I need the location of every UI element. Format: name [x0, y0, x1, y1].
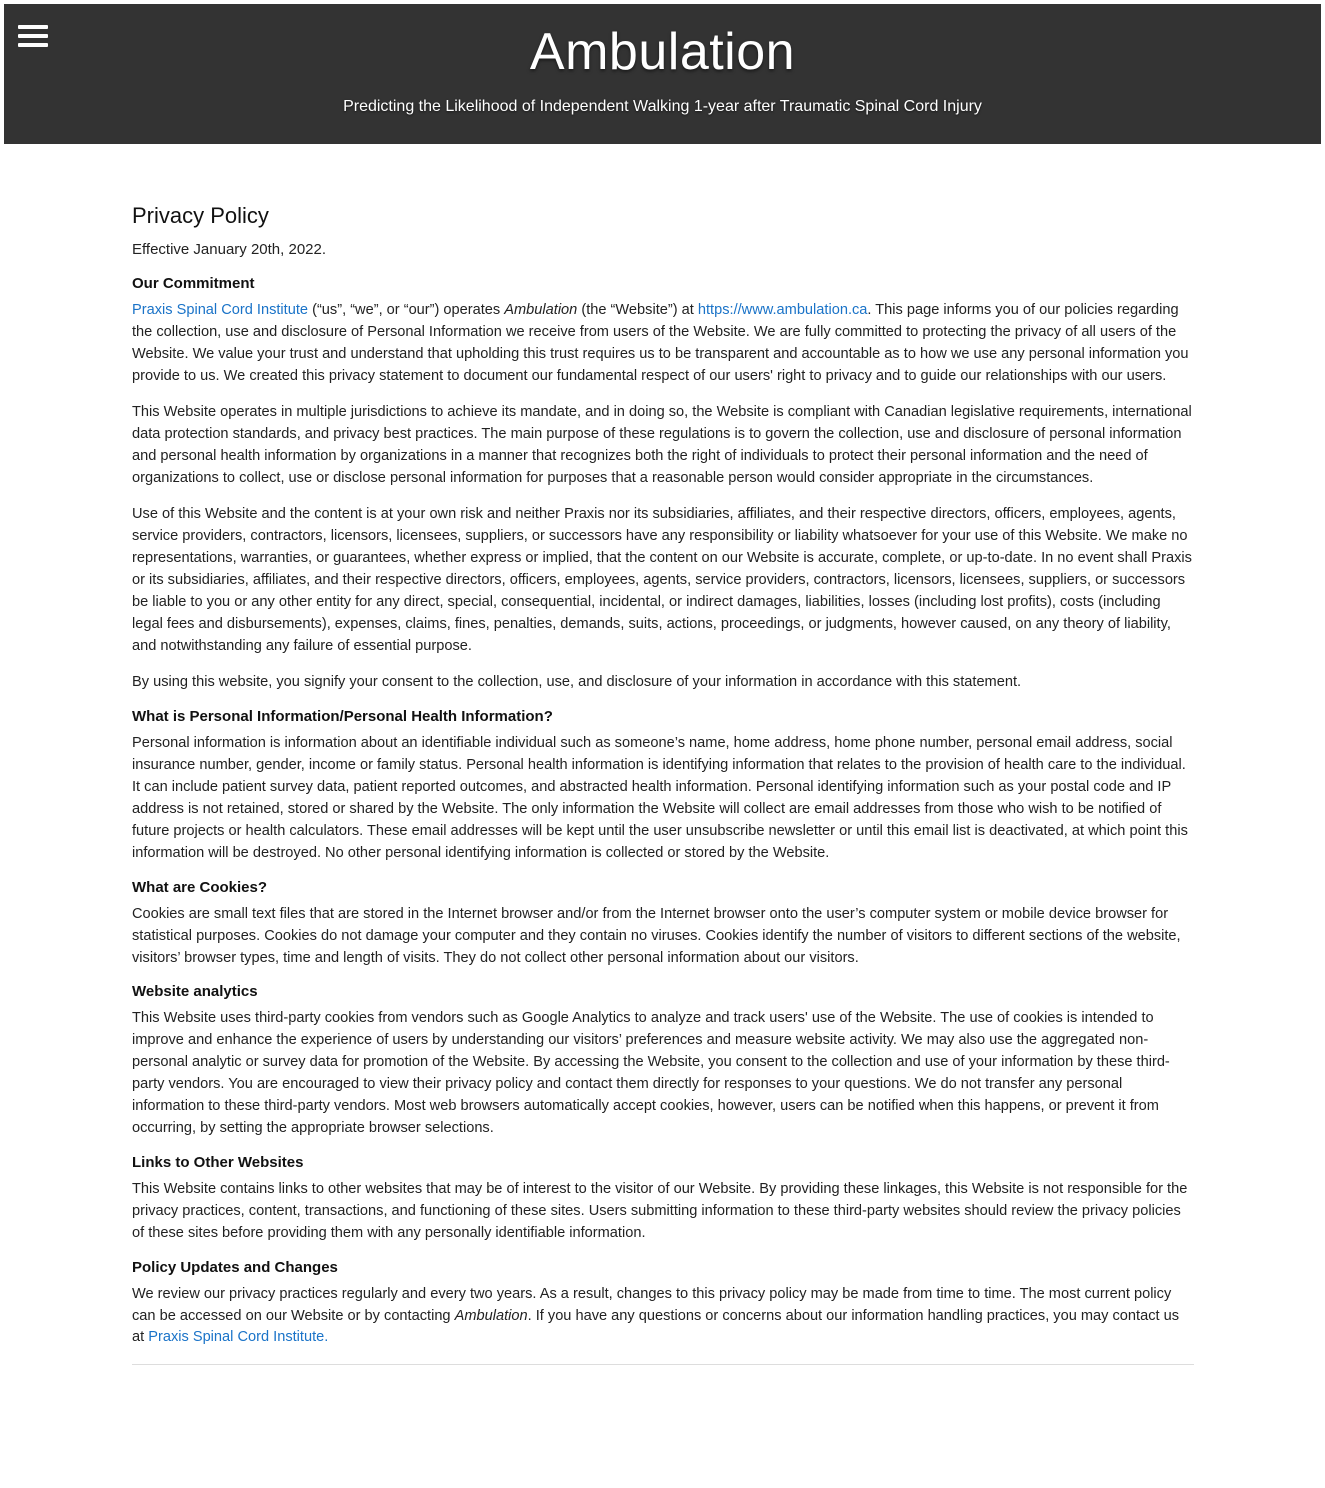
- text-segment: (the “Website”) at: [577, 302, 698, 318]
- commitment-paragraph-1: [132, 300, 1194, 388]
- section-heading-personal-info: What is Personal Information/Personal Health Information?: [132, 708, 553, 726]
- text-segment: (“us”, “we”, or “our”) operates: [308, 302, 505, 318]
- text-segment: We review our privacy practices regularly and every two years. As a result, changes to this privacy policy may be made from time to time. The most current policy can be accessed on our Website or by contacting: [132, 1285, 1172, 1324]
- personal-info-paragraph: Personal information is information about an identifiable individual such as someone’s name, home address, home phone number, personal email address, social insurance number, gender, income or family status. Personal health information is identifying information that relates to the provision of health care to the individual. It can include patient survey data, patient reported outcomes, and abstracted health information. Personal identifying information such as your postal code and IP address is not retained, stored or shared by the Website. The only information the Website will collect are email addresses from those who wish to be notified of future projects or health calculators. These email addresses will be kept until the user unsubscribe newsletter or until this email list is deactivated, at which point this information will be destroyed. No other personal identifying information is collected or stored by the Website.: [132, 735, 1188, 861]
- analytics-paragraph: This Website uses third-party cookies from vendors such as Google Analytics to analyze and track users' use of the Website. The use of cookies is intended to improve and enhance the experience of users by understanding our visitors’ preferences and measure website activity. We may also use the aggregated non-personal analytic or survey data for promotion of the Website. By accessing the Website, you consent to the collection and use of your information by these third-party vendors. You are encouraged to view their privacy policy and contact them directly for responses to your questions. We do not transfer any personal information to these third-party vendors. Most web browsers automatically accept cookies, however, users can be notified when this happens, or prevent it from occurring, by setting the appropriate browser selections.: [132, 1010, 1170, 1136]
- commitment-paragraph-4: By using this website, you signify your consent to the collection, use, and disclosure of your information in accordance with this statement.: [132, 674, 1022, 691]
- text-segment: . This page informs you of our policies regarding the collection, use and disclosure of Personal Information we receive from users of the Website. We are fully committed to protecting the privacy of all users of the Website. We value your trust and understand that upholding this trust requires us to be transparent and accountable as to how we use any personal information you provide to us. We created this privacy statement to document our fundamental respect of our users' right to privacy and to guide our relationships with our users.: [132, 302, 1189, 384]
- footer-divider: [132, 1364, 1194, 1365]
- commitment-paragraph-2: This Website operates in multiple jurisdictions to achieve its mandate, and in doing so, the Website is compliant with Canadian legislative requirements, international data protection standards, and privacy best practices. The main purpose of these regulations is to govern the collection, use and disclosure of personal information and personal health information by organizations in a manner that recognizes both the right of individuals to protect their personal information and the need of organizations to collect, use or disclose personal information for purposes that a reasonable person would consider appropriate in the circumstances.: [132, 404, 1192, 486]
- praxis-contact-link[interactable]: Praxis Spinal Cord Institute.: [148, 1329, 329, 1346]
- section-heading-cookies: What are Cookies?: [132, 878, 268, 896]
- text-segment: . If you have any questions or concerns about our information handling practices, you may contact us at: [132, 1307, 1180, 1346]
- page-title: Privacy Policy: [132, 203, 269, 228]
- effective-date: Effective January 20th, 2022.: [132, 241, 327, 258]
- commitment-paragraph-3: Use of this Website and the content is at your own risk and neither Praxis nor its subsidiaries, affiliates, and their respective directors, officers, employees, agents, service providers, contractors, licensors, licensees, suppliers, or successors have any responsibility or liability whatsoever for your use of this Website. We make no representations, warranties, or guarantees, whether express or implied, that the content on our Website is accurate, complete, or up-to-date. In no event shall Praxis or its subsidiaries, affiliates, and their respective directors, officers, employees, agents, service providers, contractors, licensors, licensees, suppliers, or successors be liable to you or any other entity for any direct, special, consequential, incidental, or indirect damages, liabilities, losses (including lost profits), costs (including legal fees and disbursements), expenses, claims, fines, penalties, demands, suits, actions, proceedings, or judgments, however caused, on any theory of liability, and notwithstanding any failure of essential purpose.: [132, 506, 1192, 654]
- site-title[interactable]: Ambulation: [529, 23, 796, 81]
- site-header: [4, 4, 1321, 144]
- cookies-paragraph: Cookies are small text files that are stored in the Internet browser and/or from the Internet browser onto the user’s computer system or mobile device browser for statistical purposes. Cookies do not damage your computer and they contain no viruses. Cookies identify the number of visitors to different sections of the website, visitors’ browser types, time and length of visits. They do not collect other personal information about our visitors.: [132, 905, 1181, 966]
- site-name: Ambulation: [504, 302, 578, 318]
- praxis-link[interactable]: Praxis Spinal Cord Institute: [132, 302, 309, 318]
- section-heading-commitment: Our Commitment: [132, 275, 255, 292]
- website-url-link[interactable]: https://www.ambulation.ca: [697, 302, 868, 318]
- site-name: Ambulation: [454, 1307, 528, 1324]
- site-subtitle: Predicting the Likelihood of Independent Walking 1-year after Traumatic Spinal Cord Injury: [343, 98, 982, 115]
- section-heading-updates: Policy Updates and Changes: [132, 1258, 338, 1276]
- section-heading-analytics: Website analytics: [132, 983, 258, 1001]
- privacy-policy-content: [132, 203, 1194, 1365]
- links-paragraph: This Website contains links to other websites that may be of interest to the visitor of our Website. By providing these linkages, this Website is not responsible for the privacy practices, content, transactions, and functioning of these sites. Users submitting information to these third-party websites should review the privacy policies of these sites before providing them with any personally identifiable information.: [132, 1180, 1188, 1241]
- section-heading-links: Links to Other Websites: [132, 1153, 304, 1171]
- updates-paragraph: [132, 1284, 1194, 1350]
